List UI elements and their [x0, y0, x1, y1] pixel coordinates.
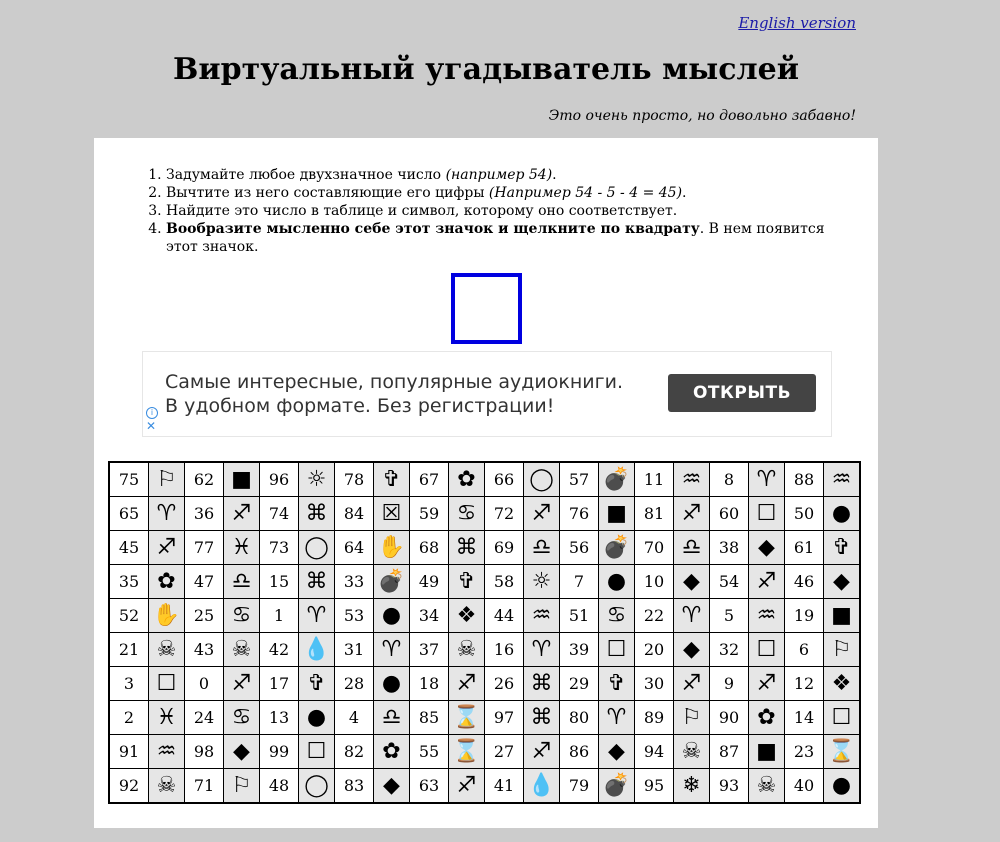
- number-cell: 22: [635, 599, 674, 633]
- number-cell: 77: [185, 531, 224, 565]
- symbol-cell: ♒: [149, 735, 185, 769]
- number-cell: 21: [109, 633, 149, 667]
- number-cell: 2: [109, 701, 149, 735]
- number-cell: 49: [410, 565, 449, 599]
- number-cell: 35: [109, 565, 149, 599]
- symbol-cell: ☠: [449, 633, 485, 667]
- number-cell: 98: [185, 735, 224, 769]
- symbol-table: [108, 461, 861, 804]
- symbol-cell: ☼: [524, 565, 560, 599]
- number-cell: 50: [785, 497, 824, 531]
- step-4: 4. Вообразите мысленно себе этот значок и щелкните по квадрату. В нем появится этот значок.: [166, 220, 856, 256]
- number-cell: 68: [410, 531, 449, 565]
- number-cell: 56: [560, 531, 599, 565]
- symbol-cell: ♒: [749, 599, 785, 633]
- symbol-cell: ♈: [299, 599, 335, 633]
- number-cell: 84: [335, 497, 374, 531]
- symbol-cell: ◯: [299, 769, 335, 804]
- number-cell: 25: [185, 599, 224, 633]
- table-row: [109, 497, 860, 531]
- number-cell: 86: [560, 735, 599, 769]
- symbol-cell: ☠: [749, 769, 785, 804]
- number-cell: 85: [410, 701, 449, 735]
- number-cell: 62: [185, 462, 224, 497]
- number-cell: 6: [785, 633, 824, 667]
- table-row: [109, 667, 860, 701]
- number-cell: 94: [635, 735, 674, 769]
- symbol-cell: ⌘: [299, 565, 335, 599]
- symbol-cell: ☐: [749, 497, 785, 531]
- number-cell: 38: [710, 531, 749, 565]
- symbol-cell: ❖: [824, 667, 861, 701]
- number-cell: 61: [785, 531, 824, 565]
- symbol-cell: ●: [824, 769, 861, 804]
- symbol-cell: ◯: [524, 462, 560, 497]
- close-icon[interactable]: ✕: [146, 419, 157, 433]
- number-cell: 27: [485, 735, 524, 769]
- symbol-cell: ♈: [674, 599, 710, 633]
- symbol-cell: ♎: [224, 565, 260, 599]
- ad-text: Самые интересные, популярные аудиокниги. В удобном формате. Без регистрации!: [165, 371, 624, 417]
- symbol-cell: ⌛: [449, 701, 485, 735]
- ad-open-button[interactable]: ОТКРЫТЬ: [668, 374, 816, 412]
- symbol-cell: ●: [299, 701, 335, 735]
- number-cell: 8: [710, 462, 749, 497]
- symbol-cell: ♐: [674, 667, 710, 701]
- table-row: [109, 735, 860, 769]
- symbol-cell: ☐: [824, 701, 861, 735]
- symbol-cell: ■: [599, 497, 635, 531]
- number-cell: 17: [260, 667, 299, 701]
- symbol-cell: ◯: [299, 531, 335, 565]
- number-cell: 78: [335, 462, 374, 497]
- main-panel: [94, 138, 878, 828]
- symbol-cell: ☐: [599, 633, 635, 667]
- symbol-cell: ♈: [524, 633, 560, 667]
- symbol-cell: ☠: [149, 769, 185, 804]
- number-cell: 79: [560, 769, 599, 804]
- number-cell: 18: [410, 667, 449, 701]
- symbol-cell: ✿: [449, 462, 485, 497]
- number-cell: 0: [185, 667, 224, 701]
- symbol-cell: 💧: [299, 633, 335, 667]
- symbol-cell: ♐: [749, 565, 785, 599]
- symbol-cell: ✞: [299, 667, 335, 701]
- table-row: [109, 769, 860, 804]
- symbol-cell: ●: [824, 497, 861, 531]
- symbol-cell: ♎: [374, 701, 410, 735]
- symbol-cell: ●: [374, 599, 410, 633]
- symbol-cell: ☠: [674, 735, 710, 769]
- symbol-cell: ●: [599, 565, 635, 599]
- number-cell: 59: [410, 497, 449, 531]
- number-cell: 7: [560, 565, 599, 599]
- symbol-cell: 💣: [374, 565, 410, 599]
- symbol-cell: ⌘: [299, 497, 335, 531]
- number-cell: 14: [785, 701, 824, 735]
- symbol-cell: ◆: [749, 531, 785, 565]
- number-cell: 32: [710, 633, 749, 667]
- number-cell: 24: [185, 701, 224, 735]
- table-row: [109, 565, 860, 599]
- symbol-cell: ⌘: [524, 667, 560, 701]
- symbol-cell: ⚐: [149, 462, 185, 497]
- number-cell: 29: [560, 667, 599, 701]
- symbol-cell: ♐: [449, 667, 485, 701]
- step-3: 3. Найдите это число в таблице и символ, которому оно соответствует.: [166, 202, 856, 220]
- symbol-cell: ✋: [374, 531, 410, 565]
- number-cell: 37: [410, 633, 449, 667]
- number-cell: 4: [335, 701, 374, 735]
- number-cell: 88: [785, 462, 824, 497]
- number-cell: 55: [410, 735, 449, 769]
- symbol-cell: ♋: [599, 599, 635, 633]
- symbol-cell: 💣: [599, 769, 635, 804]
- symbol-cell: ♋: [224, 701, 260, 735]
- number-cell: 67: [410, 462, 449, 497]
- number-cell: 74: [260, 497, 299, 531]
- table-row: [109, 531, 860, 565]
- number-cell: 40: [785, 769, 824, 804]
- symbol-cell: 💣: [599, 462, 635, 497]
- table-row: [109, 462, 860, 497]
- number-cell: 13: [260, 701, 299, 735]
- number-cell: 1: [260, 599, 299, 633]
- number-cell: 3: [109, 667, 149, 701]
- number-cell: 70: [635, 531, 674, 565]
- number-cell: 46: [785, 565, 824, 599]
- number-cell: 51: [560, 599, 599, 633]
- symbol-cell: ♐: [524, 735, 560, 769]
- number-cell: 58: [485, 565, 524, 599]
- number-cell: 30: [635, 667, 674, 701]
- instructions-list: [146, 166, 856, 256]
- symbol-cell: ◆: [599, 735, 635, 769]
- number-cell: 71: [185, 769, 224, 804]
- symbol-cell: ■: [224, 462, 260, 497]
- symbol-cell: ◆: [824, 565, 861, 599]
- number-cell: 95: [635, 769, 674, 804]
- symbol-cell: ⌘: [524, 701, 560, 735]
- symbol-cell: ●: [374, 667, 410, 701]
- page-title: Виртуальный угадыватель мыслей: [173, 52, 799, 87]
- number-cell: 12: [785, 667, 824, 701]
- step-2: 2. Вычтите из него составляющие его цифры (Например 54 - 5 - 4 = 45).: [166, 184, 856, 202]
- symbol-cell: ◆: [374, 769, 410, 804]
- symbol-cell: ♈: [599, 701, 635, 735]
- number-cell: 72: [485, 497, 524, 531]
- symbol-cell: ♐: [524, 497, 560, 531]
- number-cell: 48: [260, 769, 299, 804]
- symbol-cell: ❖: [449, 599, 485, 633]
- number-cell: 75: [109, 462, 149, 497]
- symbol-cell: ◆: [224, 735, 260, 769]
- symbol-cell: ♓: [224, 531, 260, 565]
- symbol-cell: ✿: [149, 565, 185, 599]
- symbol-cell: ⌛: [824, 735, 861, 769]
- symbol-cell: ☼: [299, 462, 335, 497]
- symbol-cell: ♈: [374, 633, 410, 667]
- symbol-cell: 💣: [599, 531, 635, 565]
- symbol-cell: ♎: [524, 531, 560, 565]
- symbol-cell: ☐: [749, 633, 785, 667]
- symbol-cell: ✞: [374, 462, 410, 497]
- number-cell: 39: [560, 633, 599, 667]
- symbol-cell: ✿: [749, 701, 785, 735]
- number-cell: 23: [785, 735, 824, 769]
- number-cell: 16: [485, 633, 524, 667]
- number-cell: 80: [560, 701, 599, 735]
- symbol-cell: ◆: [674, 565, 710, 599]
- number-cell: 19: [785, 599, 824, 633]
- info-icon[interactable]: i: [146, 407, 158, 419]
- symbol-cell: ♐: [449, 769, 485, 804]
- number-cell: 44: [485, 599, 524, 633]
- table-row: [109, 633, 860, 667]
- number-cell: 43: [185, 633, 224, 667]
- number-cell: 11: [635, 462, 674, 497]
- number-cell: 63: [410, 769, 449, 804]
- number-cell: 64: [335, 531, 374, 565]
- symbol-cell: ♐: [224, 667, 260, 701]
- number-cell: 65: [109, 497, 149, 531]
- number-cell: 99: [260, 735, 299, 769]
- number-cell: 54: [710, 565, 749, 599]
- number-cell: 66: [485, 462, 524, 497]
- symbol-cell: ♎: [674, 531, 710, 565]
- symbol-cell: ⚐: [824, 633, 861, 667]
- symbol-cell: ■: [824, 599, 861, 633]
- number-cell: 36: [185, 497, 224, 531]
- table-row: [109, 701, 860, 735]
- symbol-cell: ❄: [674, 769, 710, 804]
- symbol-cell: ♒: [824, 462, 861, 497]
- number-cell: 33: [335, 565, 374, 599]
- symbol-cell: ☠: [149, 633, 185, 667]
- symbol-cell: ☒: [374, 497, 410, 531]
- symbol-cell: ♐: [674, 497, 710, 531]
- symbol-cell: ☐: [149, 667, 185, 701]
- symbol-cell: ✞: [824, 531, 861, 565]
- number-cell: 42: [260, 633, 299, 667]
- number-cell: 69: [485, 531, 524, 565]
- number-cell: 47: [185, 565, 224, 599]
- symbol-cell: ✞: [599, 667, 635, 701]
- number-cell: 83: [335, 769, 374, 804]
- number-cell: 45: [109, 531, 149, 565]
- ad-banner[interactable]: [142, 351, 832, 437]
- step-1: 1. Задумайте любое двухзначное число (например 54).: [166, 166, 856, 184]
- number-cell: 81: [635, 497, 674, 531]
- symbol-cell: ◆: [674, 633, 710, 667]
- symbol-cell: ✋: [149, 599, 185, 633]
- symbol-cell: ♋: [449, 497, 485, 531]
- number-cell: 73: [260, 531, 299, 565]
- symbol-cell: ♓: [149, 701, 185, 735]
- symbol-cell: ♈: [749, 462, 785, 497]
- symbol-cell: ✞: [449, 565, 485, 599]
- symbol-cell: ♐: [749, 667, 785, 701]
- number-cell: 31: [335, 633, 374, 667]
- symbol-cell: ⌛: [449, 735, 485, 769]
- number-cell: 82: [335, 735, 374, 769]
- number-cell: 10: [635, 565, 674, 599]
- symbol-cell: ☐: [299, 735, 335, 769]
- symbol-cell: ✿: [374, 735, 410, 769]
- number-cell: 52: [109, 599, 149, 633]
- symbol-cell: 💧: [524, 769, 560, 804]
- number-cell: 90: [710, 701, 749, 735]
- number-cell: 91: [109, 735, 149, 769]
- number-cell: 60: [710, 497, 749, 531]
- symbol-cell: ♐: [224, 497, 260, 531]
- symbol-cell: ♈: [149, 497, 185, 531]
- symbol-cell: ■: [749, 735, 785, 769]
- number-cell: 92: [109, 769, 149, 804]
- number-cell: 41: [485, 769, 524, 804]
- tagline: Это очень просто, но довольно забавно!: [548, 108, 856, 124]
- number-cell: 20: [635, 633, 674, 667]
- symbol-cell: ♒: [524, 599, 560, 633]
- number-cell: 97: [485, 701, 524, 735]
- symbol-cell: ⚐: [674, 701, 710, 735]
- number-cell: 28: [335, 667, 374, 701]
- symbol-cell: ⚐: [224, 769, 260, 804]
- symbol-cell: ⌘: [449, 531, 485, 565]
- symbol-cell: ♒: [674, 462, 710, 497]
- number-cell: 34: [410, 599, 449, 633]
- number-cell: 9: [710, 667, 749, 701]
- number-cell: 26: [485, 667, 524, 701]
- number-cell: 93: [710, 769, 749, 804]
- number-cell: 57: [560, 462, 599, 497]
- number-cell: 53: [335, 599, 374, 633]
- number-cell: 76: [560, 497, 599, 531]
- number-cell: 87: [710, 735, 749, 769]
- table-row: [109, 599, 860, 633]
- number-cell: 15: [260, 565, 299, 599]
- symbol-cell: ☠: [224, 633, 260, 667]
- number-cell: 96: [260, 462, 299, 497]
- number-cell: 5: [710, 599, 749, 633]
- english-version-link[interactable]: English version: [738, 14, 856, 32]
- symbol-cell: ♋: [224, 599, 260, 633]
- reveal-square[interactable]: [451, 273, 522, 344]
- symbol-cell: ♐: [149, 531, 185, 565]
- number-cell: 89: [635, 701, 674, 735]
